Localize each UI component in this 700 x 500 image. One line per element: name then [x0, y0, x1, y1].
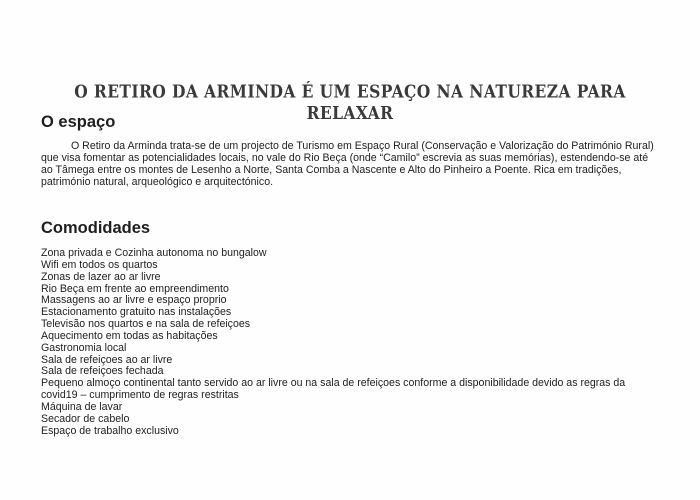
list-item: Rio Beça em frente ao empreendimento: [41, 282, 229, 295]
list-item: Estacionamento gratuito nas instalações: [41, 306, 232, 319]
heading-o-espaco: O espaço: [41, 113, 116, 131]
document-title: O RETIRO DA ARMINDA É UM ESPAÇO NA NATUREZA PARA RELAXAR: [74, 80, 626, 124]
paragraph-line: O Retiro da Arminda trata-se de um projecto de Turismo em Espaço Rural (Conservação e Valorização do Património Rural): [71, 140, 654, 152]
list-item: Massagens ao ar livre e espaço proprio: [41, 294, 227, 307]
list-item: Pequeno almoço continental tanto servido ao ar livre ou na sala de refeiçoes conforme a disponibilidade devido as regras da: [41, 377, 626, 390]
paragraph-line: património natural, arqueológico e arquitectónico.: [41, 176, 274, 188]
amenities-list: [41, 248, 681, 438]
list-item: Zonas de lazer ao ar livre: [41, 270, 161, 283]
list-item: Máquina de lavar: [41, 400, 123, 413]
paragraph-line: ao Tâmega entre os montes de Lesenho a Norte, Santa Comba a Nascente e Alto do Pinheiro a Poente. Rica em tradições,: [41, 164, 622, 176]
list-item: Sala de refeiçoes ao ar livre: [41, 353, 173, 366]
list-item: Aquecimento em todas as habitações: [41, 329, 218, 342]
list-item: Gastronomia local: [41, 341, 127, 354]
list-item: Televisão nos quartos e na sala de refeiçoes: [41, 318, 251, 331]
list-item: Sala de refeiçoes fechada: [41, 365, 164, 378]
list-item: Wifi em todos os quartos: [41, 258, 158, 271]
list-item: covid19 – cumprimento de regras restritas: [41, 389, 239, 402]
list-item: Zona privada e Cozinha autonoma no bungalow: [41, 247, 267, 259]
list-item: Secador de cabelo: [41, 412, 130, 425]
heading-comodidades: Comodidades: [41, 219, 151, 237]
espaco-paragraph: [41, 140, 681, 188]
paragraph-line: que visa fomentar as potencialidades locais, no vale do Rio Beça (onde “Camilo” escrevia as suas memórias), estendendo-se até: [41, 152, 649, 164]
list-item: Espaço de trabalho exclusivo: [41, 424, 179, 437]
